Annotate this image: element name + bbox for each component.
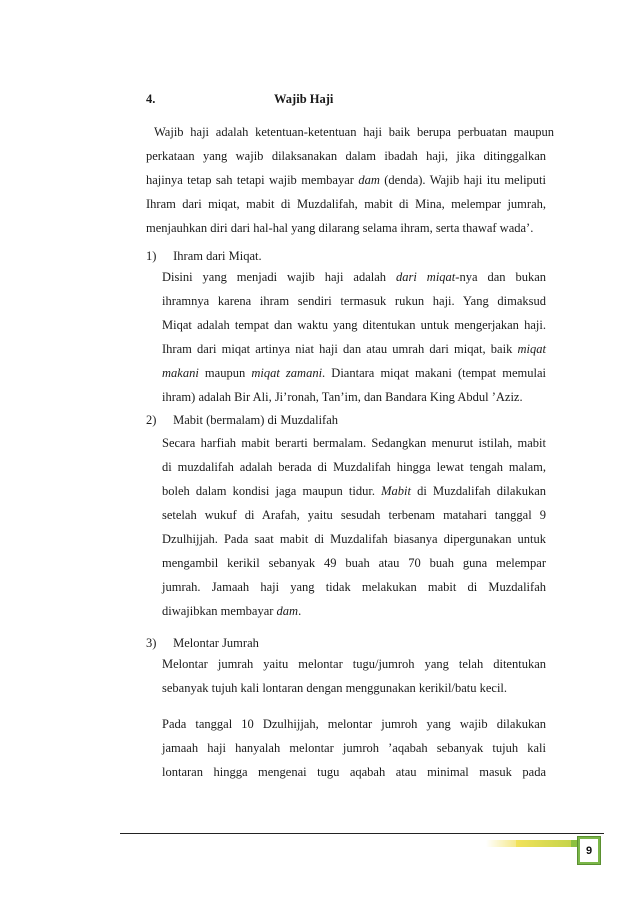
text-line (162, 294, 546, 308)
text-run: maupun (198, 366, 252, 380)
text-run: Dzulhijjah. Pada saat mabit di Muzdalifah biasanya dipergunakan untuk (162, 532, 546, 546)
text-line-content (162, 508, 546, 522)
text-line (162, 270, 546, 284)
page-number-box (577, 836, 601, 865)
text-run: jumrah. Jamaah haji yang tidak melakukan mabit di Muzdalifah (162, 580, 546, 594)
list-item-label: Ihram dari Miqat. (170, 249, 262, 263)
text-line (162, 460, 546, 474)
text-line-content (162, 741, 546, 755)
list-item-label: Melontar Jumrah (170, 636, 259, 650)
list-item-heading (146, 636, 259, 650)
italic-term: Mabit (381, 484, 411, 498)
italic-term: miqat (517, 342, 546, 356)
text-line (162, 580, 546, 594)
section-number: 4. (146, 92, 156, 106)
text-line-content (162, 318, 546, 332)
text-line-content (162, 342, 546, 356)
text-line-content (146, 173, 546, 187)
text-line-content (162, 580, 546, 594)
text-line (154, 125, 554, 139)
footer-gradient-bar (486, 840, 516, 847)
text-line-content (162, 460, 546, 474)
text-line (146, 173, 546, 187)
text-run: lontaran hingga mengenai tugu aqabah atau minimal masuk pada (162, 765, 546, 779)
section-title: Wajib Haji (274, 92, 334, 106)
italic-term: dam (358, 173, 380, 187)
page-number: 9 (580, 839, 598, 862)
text-line (162, 508, 546, 522)
list-item-label: Mabit (bermalam) di Muzdalifah (170, 413, 338, 427)
text-line (162, 681, 546, 695)
text-run: perkataan yang wajib dilaksanakan dalam ibadah haji, jika ditinggalkan (146, 149, 546, 163)
text-run: . (298, 604, 302, 618)
list-item-number: 1) (146, 249, 157, 263)
text-line (162, 765, 546, 779)
text-run: hajinya tetap sah tetapi wajib membayar (146, 173, 359, 187)
text-line (162, 318, 546, 332)
text-line (146, 149, 546, 163)
text-line-content (162, 436, 546, 450)
text-line (162, 366, 546, 380)
text-line-content (162, 366, 546, 380)
text-run: Ihram dari miqat artinya niat haji dan atau umrah dari miqat, baik (162, 342, 518, 356)
text-run: ihram) adalah Bir Ali, Ji’ronah, Tan’im, dan Bandara King Abdul ’Aziz. (162, 390, 523, 404)
text-line (146, 221, 546, 235)
text-run: Melontar jumrah yaitu melontar tugu/jumroh yang telah ditentukan (162, 657, 546, 671)
text-run: Secara harfiah mabit berarti bermalam. Sedangkan menurut istilah, mabit (162, 436, 546, 450)
text-line (162, 604, 546, 618)
text-run: (denda). Wajib haji itu meliputi (379, 173, 546, 187)
text-run: Ihram dari miqat, mabit di Muzdalifah, mabit di Mina, melempar jumrah, (146, 197, 546, 211)
text-line (162, 342, 546, 356)
text-line (146, 197, 546, 211)
text-run: Disini yang menjadi wajib haji adalah (162, 270, 396, 284)
text-line-content (162, 604, 546, 618)
text-run: boleh dalam kondisi jaga maupun tidur. (162, 484, 382, 498)
italic-term: dam (276, 604, 299, 618)
list-item-heading (146, 413, 338, 427)
text-line (162, 657, 546, 671)
text-line-content (162, 390, 546, 404)
text-line (162, 390, 546, 404)
text-line-content (162, 484, 546, 498)
text-line-content (162, 717, 546, 731)
text-line (162, 532, 546, 546)
text-run: sebanyak tujuh kali lontaran dengan menggunakan kerikil/batu kecil. (162, 681, 508, 695)
footer-gradient-bar (516, 840, 571, 847)
italic-term: dari miqat (396, 270, 456, 284)
text-run: mengambil kerikil sebanyak 49 buah atau 70 buah guna melempar (162, 556, 546, 570)
text-run: di Muzdalifah dilakukan (410, 484, 546, 498)
text-run: Wajib haji adalah ketentuan-ketentuan haji baik berupa perbuatan maupun (154, 125, 554, 139)
text-line (162, 717, 546, 731)
text-run: -nya dan bukan (455, 270, 547, 284)
list-item-number: 2) (146, 413, 157, 427)
italic-term: makani (162, 366, 199, 380)
text-line-content (162, 765, 546, 779)
text-line (162, 741, 546, 755)
list-item-number: 3) (146, 636, 157, 650)
list-item-heading (146, 249, 262, 263)
text-line (162, 556, 546, 570)
text-line-content (146, 149, 546, 163)
text-run: di muzdalifah adalah berada di Muzdalifah hingga lewat tengah malam, (162, 460, 546, 474)
footer-rule (120, 833, 604, 834)
text-run: Pada tanggal 10 Dzulhijjah, melontar jumroh yang wajib dilakukan (162, 717, 546, 731)
text-line-content (146, 221, 546, 235)
text-line-content (162, 657, 546, 671)
text-run: ihramnya karena ihram sendiri termasuk rukun haji. Yang dimaksud (162, 294, 546, 308)
text-line (162, 436, 546, 450)
text-run: Miqat adalah tempat dan waktu yang ditentukan untuk mengerjakan haji. (162, 318, 546, 332)
text-run: . Diantara miqat makani (tempat memulai (322, 366, 546, 380)
text-run: diwajibkan membayar (162, 604, 277, 618)
text-line-content (162, 270, 546, 284)
text-line-content (162, 294, 546, 308)
text-line-content (154, 125, 554, 139)
text-run: menjauhkan diri dari hal-hal yang dilarang selama ihram, serta thawaf wada’. (146, 221, 534, 235)
text-line-content (146, 197, 546, 211)
text-run: jamaah haji hanyalah melontar jumroh ’aqabah sebanyak tujuh kali (162, 741, 546, 755)
text-line (162, 484, 546, 498)
italic-term: miqat zamani (251, 366, 323, 380)
text-line-content (162, 532, 546, 546)
text-line-content (162, 556, 546, 570)
text-run: setelah wukuf di Arafah, yaitu sesudah terbenam matahari tanggal 9 (162, 508, 546, 522)
text-line-content (162, 681, 546, 695)
